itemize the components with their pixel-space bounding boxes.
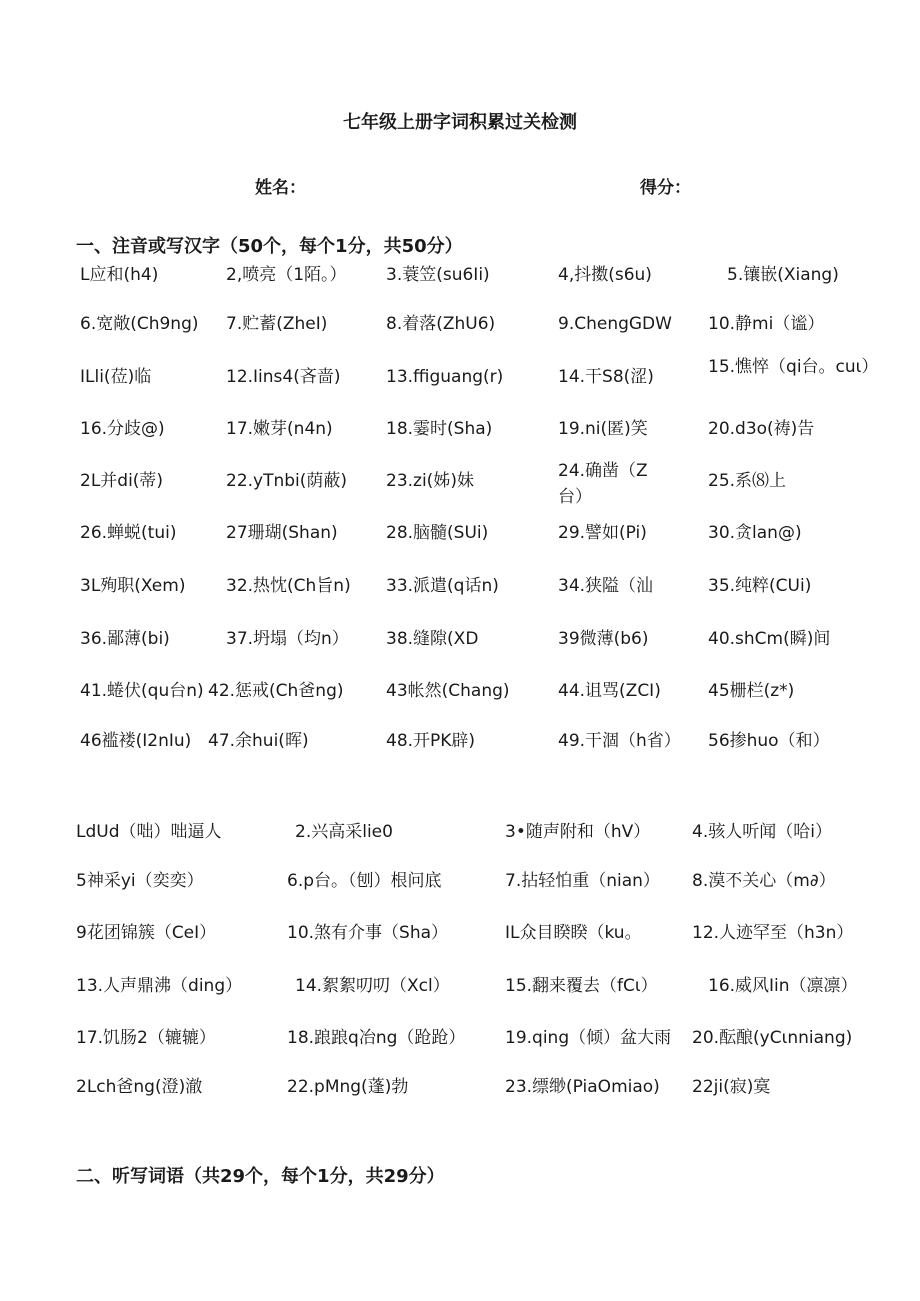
part-a-item: 27珊瑚(Shan) bbox=[226, 523, 338, 543]
part-b-item: 10.煞有介事（Sha） bbox=[287, 923, 449, 943]
part-a-item: 17.嫩芽(n4n) bbox=[226, 419, 333, 439]
part-a-item: 5.镶嵌(Xiang) bbox=[727, 265, 839, 285]
part-a-item: 16.分歧@) bbox=[80, 419, 165, 439]
part-a-item: 34.狭隘（汕 bbox=[558, 576, 654, 596]
part-a-item: 42.惩戒(Ch爸ng) bbox=[208, 681, 344, 701]
part-a-item: 38.缝隙(XD bbox=[386, 629, 479, 649]
part-b-item: 8.漠不关心（m∂） bbox=[692, 871, 836, 891]
part-a-item: 39微薄(b6) bbox=[558, 629, 649, 649]
part-b-item: 16.威风Iin（凛凛） bbox=[708, 976, 858, 996]
part-b-item: 2.兴高采lie0 bbox=[295, 822, 393, 842]
part-b-item: 9花团锦簇（CeI） bbox=[76, 923, 217, 943]
part-a-item: 48.开PK辟) bbox=[386, 731, 476, 751]
part-a-item: 30.贪lan@) bbox=[708, 523, 802, 543]
part-a-item: 9.ChengGDW bbox=[558, 314, 672, 334]
section-heading-2: 二、听写词语（共29个，每个1分，共29分） bbox=[76, 1166, 445, 1187]
part-a-item: 33.派遣(q话n) bbox=[386, 576, 499, 596]
part-a-item: 23.zi(姊)妹 bbox=[386, 471, 474, 491]
part-a-item: 32.热忱(Ch旨n) bbox=[226, 576, 351, 596]
part-a-item: 49.干涸（h省） bbox=[558, 731, 681, 751]
page-title: 七年级上册字词积累过关检测 bbox=[343, 112, 577, 133]
part-a-item: 7.贮蓄(ZheI) bbox=[226, 314, 328, 334]
part-a-item: 3L殉职(Xem) bbox=[80, 576, 186, 596]
part-b-item: 22ji(寂)寞 bbox=[692, 1077, 771, 1097]
part-b-item: 17.饥肠2（辘辘） bbox=[76, 1028, 216, 1048]
part-b-item: 20.酝酿(yCιnniang) bbox=[692, 1028, 853, 1048]
part-a-item: 2,喷亮（1陌。） bbox=[226, 265, 347, 285]
part-a-item: 46褴褛(I2nIu) bbox=[80, 731, 192, 751]
part-b-item: 3•随声附和（hV） bbox=[505, 822, 651, 842]
part-a-item: 36.鄙薄(bi) bbox=[80, 629, 170, 649]
part-b-item: 4.骇人听闻（哈i） bbox=[692, 822, 832, 842]
part-b-item: 7.拈轻怕重（nian） bbox=[505, 871, 660, 891]
part-b-item: 5神采yi（奕奕） bbox=[76, 871, 204, 891]
part-a-item: 19.ni(匿)笑 bbox=[558, 419, 648, 439]
part-a-item: L应和(h4) bbox=[80, 265, 159, 285]
part-b-item: 23.缥缈(PiaOmiao) bbox=[505, 1077, 660, 1097]
part-a-item: 56掺huo（和） bbox=[708, 731, 830, 751]
part-a-item: 22.yTnbi(荫蔽) bbox=[226, 471, 348, 491]
part-b-item: 13.人声鼎沸（ding） bbox=[76, 976, 243, 996]
part-b-item: 14.絮絮叨叨（Xcl） bbox=[295, 976, 450, 996]
part-a-item: 29.譬如(Pi) bbox=[558, 523, 647, 543]
part-a-item: 6.宽敞(Ch9ng) bbox=[80, 314, 199, 334]
part-a-item: 8.着落(ZhU6) bbox=[386, 314, 496, 334]
part-b-item: 12.人迹罕至（h3n） bbox=[692, 923, 854, 943]
part-a-item: 4,抖擞(s6u) bbox=[558, 265, 652, 285]
part-a-item: 24.确凿（Z台） bbox=[558, 461, 648, 507]
part-a-item: 26.蝉蜕(tui) bbox=[80, 523, 177, 543]
part-a-item: 35.纯粹(CUi) bbox=[708, 576, 812, 596]
part-a-item: 18.霎时(Sha) bbox=[386, 419, 493, 439]
part-b-item: 6.p台。（刨）根问底 bbox=[287, 871, 442, 891]
section-heading-1: 一、注音或写汉字（50个，每个1分，共50分） bbox=[76, 236, 463, 257]
part-a-item: 47.余hui(晖) bbox=[208, 731, 309, 751]
part-b-item: 22.pMng(蓬)勃 bbox=[287, 1077, 409, 1097]
part-a-item: 10.静mi（谧） bbox=[708, 314, 825, 334]
part-a-item: 41.蜷伏(qu台n) bbox=[80, 681, 204, 701]
score-label: 得分： bbox=[640, 178, 691, 198]
part-a-item: 37.坍塌（均n） bbox=[226, 629, 349, 649]
part-a-item: 12.Iins4(吝啬) bbox=[226, 367, 341, 387]
part-a-item: 3.蓑笠(su6Ii) bbox=[386, 265, 490, 285]
part-b-item: LdUd（咄）咄逼人 bbox=[76, 822, 222, 842]
part-a-item: 45栅栏(z*) bbox=[708, 681, 795, 701]
part-b-item: IL众目睽睽（ku。 bbox=[505, 923, 642, 943]
part-a-item: 40.shCm(瞬)间 bbox=[708, 629, 831, 649]
part-a-item: 44.诅骂(ZCI) bbox=[558, 681, 661, 701]
part-b-item: 15.翻来覆去（fCι） bbox=[505, 976, 658, 996]
name-label: 姓名： bbox=[255, 178, 306, 198]
part-a-item: ILli(莅)临 bbox=[80, 367, 152, 387]
part-b-item: 2Lch爸ng(澄)澈 bbox=[76, 1077, 203, 1097]
part-a-item: 20.d3o(祷)告 bbox=[708, 419, 815, 439]
part-a-item: 43帐然(Chang) bbox=[386, 681, 510, 701]
part-a-item: 15.憔悴（qi台。cuι） bbox=[708, 357, 879, 377]
part-a-item: 2L并di(蒂) bbox=[80, 471, 164, 491]
part-b-item: 18.踉踉q冶ng（跄跄） bbox=[287, 1028, 466, 1048]
part-a-item: 28.脑髓(SUi) bbox=[386, 523, 489, 543]
part-a-item: 14.干S8(涩) bbox=[558, 367, 654, 387]
part-a-item: 25.系⑻上 bbox=[708, 471, 787, 491]
part-b-item: 19.qing（倾）盆大雨 bbox=[505, 1028, 672, 1048]
part-a-item: 13.ffiguang(r) bbox=[386, 367, 504, 387]
